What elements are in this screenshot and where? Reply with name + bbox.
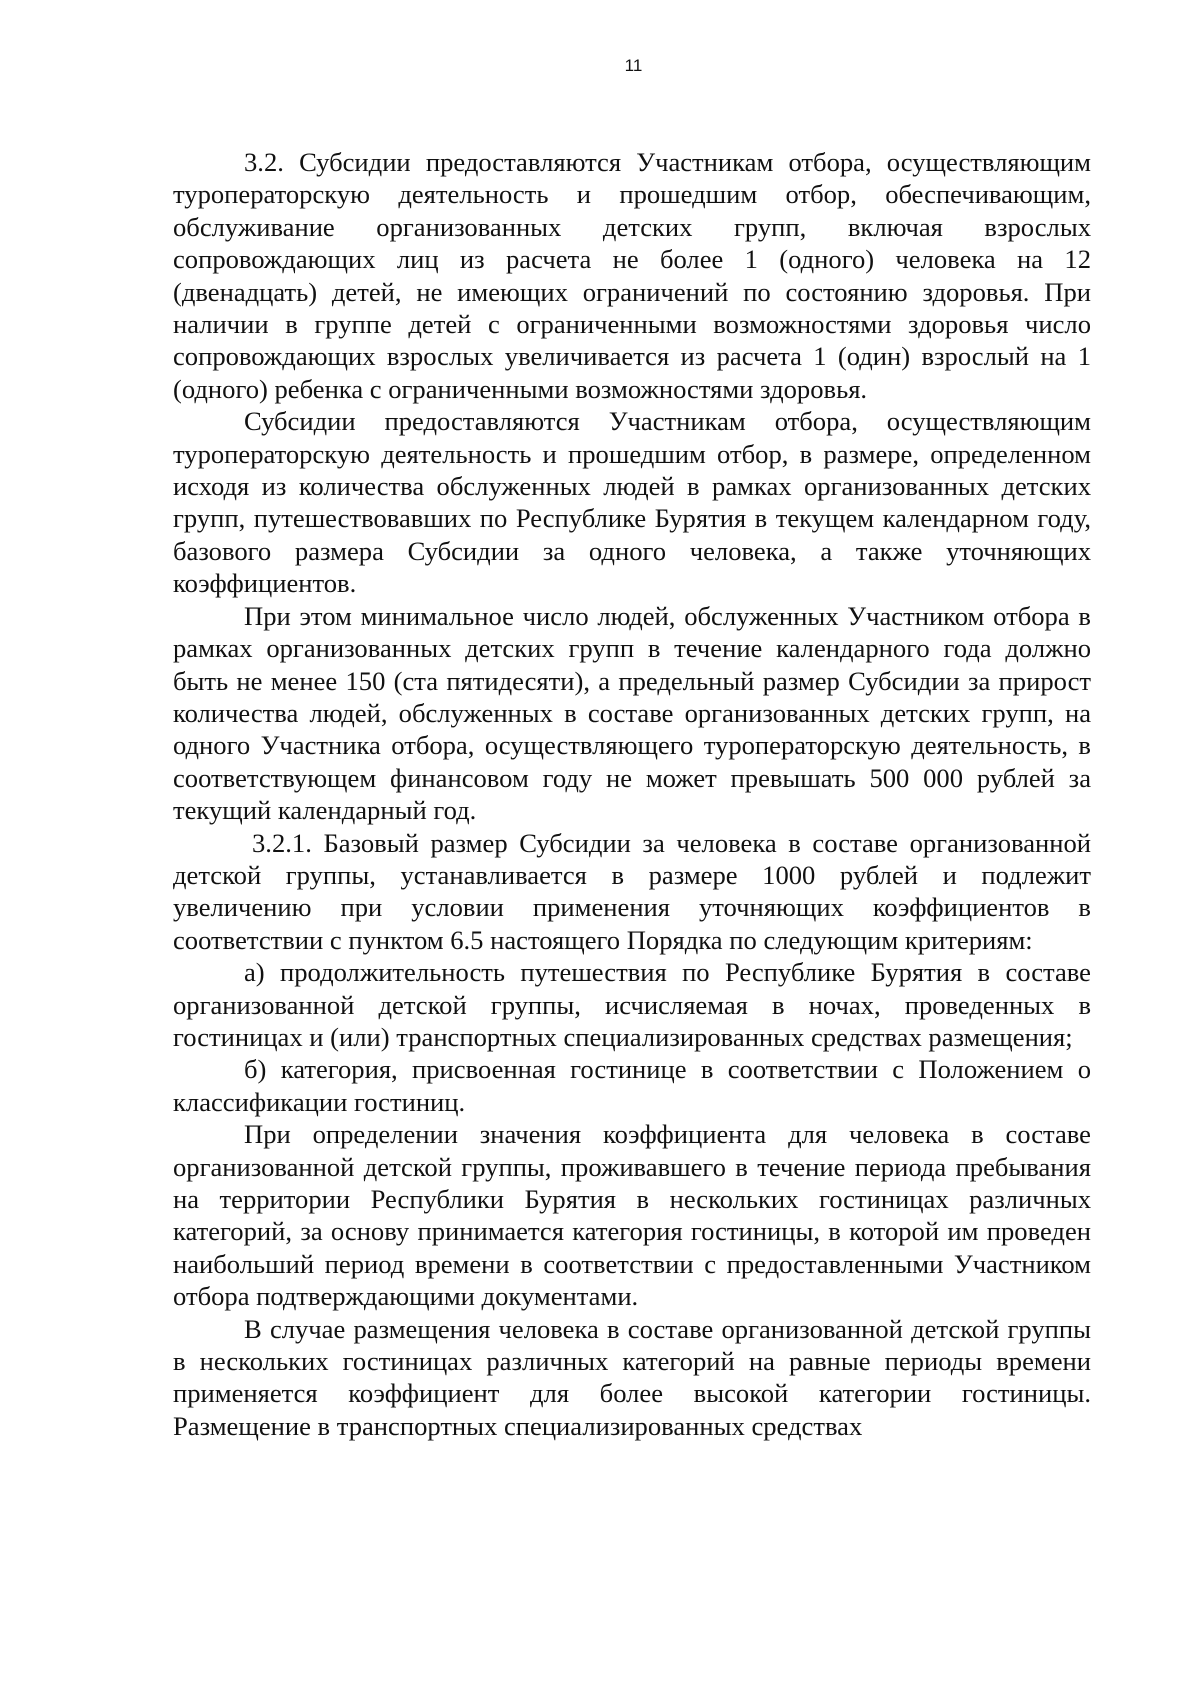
paragraph-minimum-and-limit: При этом минимальное число людей, обслуженных Участником отбора в рамках организованных детских групп в течение календарного года должно быть не менее 150 (ста пятидесяти), а предельный размер Субсидии за прирост количества людей, обслуженных в составе организованных детских групп, на одного Участника отбора, осуществляющего туроператорскую деятельность, в соответствующем финансовом году не может превышать 500 000 рублей за текущий календарный год. (173, 600, 1091, 826)
page-number: 11 (624, 56, 643, 75)
paragraph-3-2: 3.2. Субсидии предоставляются Участникам отбора, осуществляющим туроператорскую деятельность и прошедшим отбор, обеспечивающим, обслуживание организованных детских групп, включая взрослых сопровождающих лиц из расчета не более 1 (одного) человека на 12 (двенадцать) детей, не имеющих ограничений по состоянию здоровья. При наличии в группе детей с ограниченными возможностями здоровья число сопровождающих взрослых увеличивается из расчета 1 (один) взрослый на 1 (одного) ребенка с ограниченными возможностями здоровья. (173, 147, 1091, 404)
paragraph-3-2-1: 3.2.1. Базовый размер Субсидии за человека в составе организованной детской группы, устанавливается в размере 1000 рублей и подлежит увеличению при условии применения уточняющих коэффициентов в соответствии с пунктом 6.5 настоящего Порядка по следующим критериям: (173, 827, 1091, 955)
paragraph-coefficient-determination: При определении значения коэффициента для человека в составе организованной детской группы, проживавшего в течение периода пребывания на территории Республики Бурятия в нескольких гостиницах различных категорий, за основу принимается категория гостиницы, в которой им проведен наибольший период времени в соответствии с предоставленными Участником отбора подтверждающими документами. (173, 1119, 1091, 1312)
paragraph-subsidy-size: Субсидии предоставляются Участникам отбора, осуществляющим туроператорскую деятельность и прошедшим отбор, в размере, определенном исходя из количества обслуженных людей в рамках организованных детских групп, путешествовавших по Республике Бурятия в текущем календарном году, базового размера Субсидии за одного человека, а также уточняющих коэффициентов. (173, 406, 1091, 599)
paragraph-criterion-a: а) продолжительность путешествия по Республике Бурятия в составе организованной детской группы, исчисляемая в ночах, проведенных в гостиницах и (или) транспортных специализированных средствах размещения; (173, 957, 1091, 1052)
paragraph-equal-periods: В случае размещения человека в составе организованной детской группы в нескольких гостиницах различных категорий на равные периоды времени применяется коэффициент для более высокой категории гостиницы. Размещение в транспортных специализированных средствах (173, 1313, 1091, 1441)
paragraph-criterion-b: б) категория, присвоенная гостинице в соответствии с Положением о классификации гостиниц. (173, 1054, 1091, 1117)
document-body (173, 146, 1091, 1442)
